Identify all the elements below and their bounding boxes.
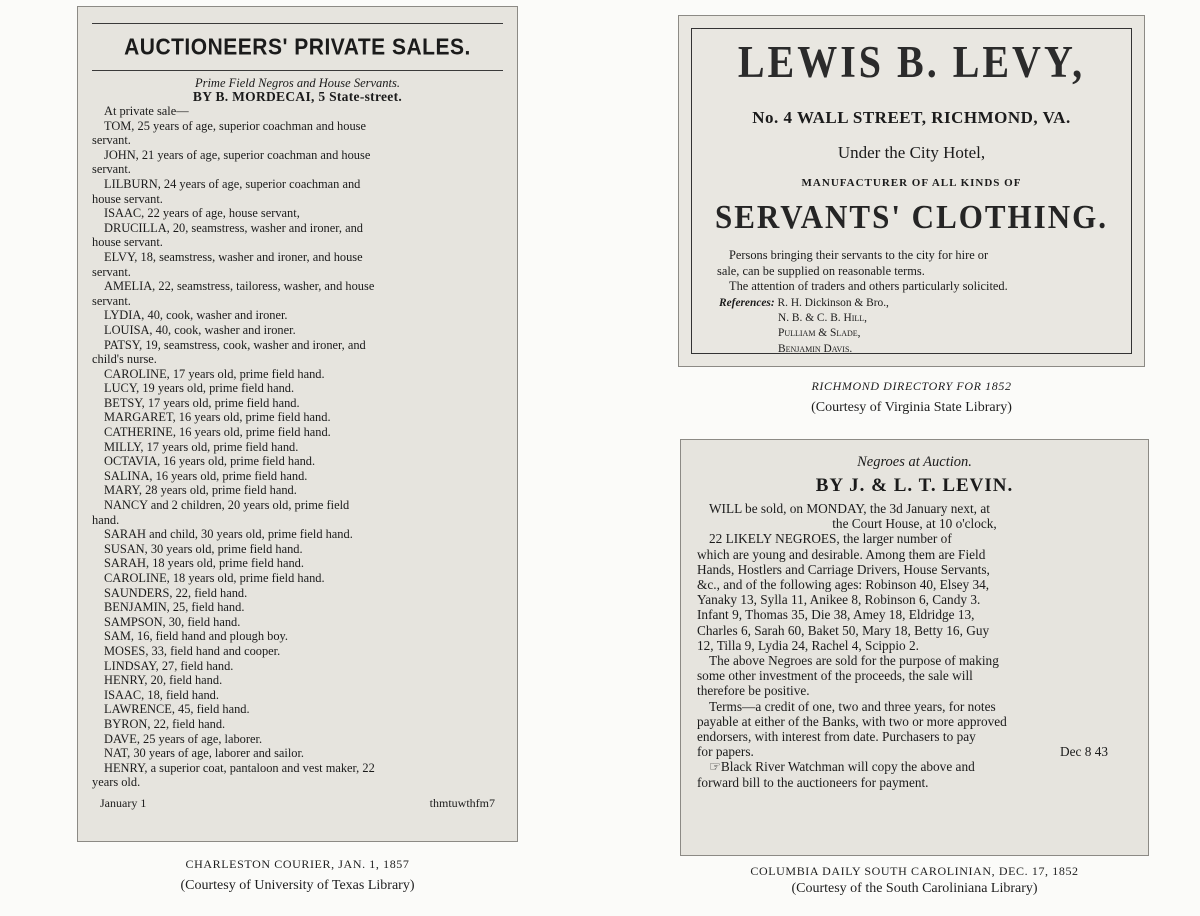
body-line: Yanaky 13, Sylla 11, Anikee 8, Robinson 6, Candy 3. (697, 592, 981, 608)
list-line: ISAAC, 18, field hand. (104, 687, 219, 702)
list-line: servant. (92, 133, 131, 148)
levy-product: SERVANTS' CLOTHING. (715, 197, 1108, 236)
body-line: Infant 9, Thomas 35, Die 38, Amey 18, Eldridge 13, (697, 607, 975, 623)
bottom-ad-subheading: Negroes at Auction. (857, 454, 972, 470)
list-line: SUSAN, 30 years old, prime field hand. (104, 541, 303, 556)
body-line: therefore be positive. (697, 683, 810, 699)
body-line: 12, Tilla 9, Lydia 24, Rachel 4, Scippio 2. (697, 637, 919, 653)
left-caption-source: CHARLESTON COURIER, JAN. 1, 1857 (185, 857, 410, 871)
list-line: PATSY, 19, seamstress, cook, washer and ironer, and (104, 337, 366, 352)
body-line: some other investment of the proceeds, the sale will (697, 668, 973, 684)
list-line: LAWRENCE, 45, field hand. (104, 702, 250, 717)
body-line: 22 LIKELY NEGROES, the larger number of (709, 531, 952, 547)
body-line: which are young and desirable. Among them are Field (697, 546, 986, 562)
list-line: servant. (92, 162, 131, 177)
list-line: BETSY, 17 years old, prime field hand. (104, 395, 300, 410)
body-line: payable at either of the Banks, with two or more approved (697, 713, 1007, 729)
reference-item: Pulliam & Slade, (778, 327, 861, 340)
list-line: MOSES, 33, field hand and cooper. (104, 643, 281, 658)
levy-body (717, 248, 1110, 295)
list-line: CAROLINE, 17 years old, prime field hand. (104, 366, 325, 381)
list-line: CATHERINE, 16 years old, prime field hand. (104, 425, 331, 440)
list-line: BENJAMIN, 25, field hand. (104, 600, 245, 615)
body-line: endorsers, with interest from date. Purchasers to pay (697, 729, 976, 745)
list-line: SARAH, 18 years old, prime field hand. (104, 556, 304, 571)
list-line: NANCY and 2 children, 20 years old, prime field (104, 498, 350, 513)
bottom-ad-title: BY J. & L. T. LEVIN. (815, 475, 1014, 496)
list-line: At private sale— (104, 104, 189, 118)
reference-item: R. H. Dickinson & Bro., (777, 297, 889, 309)
left-ad-code: thmtuwthfm7 (429, 795, 495, 810)
list-line: MILLY, 17 years old, prime field hand. (104, 439, 299, 454)
list-line: DAVE, 25 years of age, laborer. (104, 731, 263, 746)
list-line: LYDIA, 40, cook, washer and ironer. (104, 308, 288, 323)
left-ad-heading: AUCTIONEERS' PRIVATE SALES. (124, 34, 471, 61)
list-line: ELVY, 18, seamstress, washer and ironer, and house (104, 249, 363, 264)
top-right-caption-courtesy: (Courtesy of Virginia State Library) (811, 400, 1012, 415)
left-ad-date: January 1 (100, 795, 147, 810)
body-line: forward bill to the auctioneers for payment. (697, 774, 929, 790)
levy-address: No. 4 WALL STREET, RICHMOND, VA. (752, 108, 1071, 127)
list-line: LUCY, 19 years old, prime field hand. (104, 381, 295, 396)
list-line: servant. (92, 264, 131, 279)
list-line: LOUISA, 40, cook, washer and ironer. (104, 322, 296, 337)
left-caption (77, 857, 518, 894)
list-line: OCTAVIA, 16 years old, prime field hand. (104, 454, 316, 469)
left-ad-byline: BY B. MORDECAI, 5 State-street. (192, 89, 403, 104)
list-line: HENRY, a superior coat, pantaloon and vest maker, 22 (104, 760, 375, 775)
bottom-right-caption-courtesy: (Courtesy of the South Caroliniana Library) (791, 881, 1038, 896)
list-line: house servant. (92, 191, 163, 206)
left-ad-subheading: Prime Field Negros and House Servants. (194, 76, 401, 90)
list-line: MARY, 28 years old, prime field hand. (104, 483, 297, 498)
list-line: SAMPSON, 30, field hand. (104, 614, 241, 629)
list-line: JOHN, 21 years of age, superior coachman and house (104, 147, 371, 162)
top-rule (92, 23, 503, 24)
list-line: SAUNDERS, 22, field hand. (104, 585, 248, 600)
body-line: &c., and of the following ages: Robinson 40, Elsey 34, (697, 577, 990, 593)
top-right-caption-source: RICHMOND DIRECTORY FOR 1852 (811, 379, 1012, 393)
list-line: NAT, 30 years of age, laborer and sailor. (104, 746, 305, 761)
top-right-caption (678, 379, 1145, 416)
list-line: SARAH and child, 30 years old, prime field hand. (104, 527, 353, 542)
levy-body-line: The attention of traders and others particularly solicited. (729, 279, 1008, 293)
list-line: SAM, 16, field hand and plough boy. (104, 629, 289, 644)
richmond-directory-clipping (678, 15, 1145, 367)
list-line: years old. (92, 775, 141, 790)
list-line: servant. (92, 293, 131, 308)
left-caption-courtesy: (Courtesy of University of Texas Library) (180, 878, 415, 893)
bottom-right-caption (680, 864, 1149, 897)
list-line: DRUCILLA, 20, seamstress, washer and ironer, and (104, 220, 363, 235)
reference-item: Benjamin Davis. (778, 342, 853, 355)
list-line: BYRON, 22, field hand. (104, 716, 226, 731)
list-line: SALINA, 16 years old, prime field hand. (104, 468, 308, 483)
levy-references (719, 296, 889, 357)
levy-body-line: sale, can be supplied on reasonable terms. (717, 263, 925, 278)
left-ad-list (92, 104, 503, 790)
list-line: MARGARET, 16 years old, prime field hand. (104, 410, 331, 425)
charleston-courier-clipping (77, 6, 518, 842)
body-line: for papers. (697, 744, 754, 760)
list-line: TOM, 25 years of age, superior coachman and house (104, 118, 366, 133)
list-line: AMELIA, 22, seamstress, tailoress, washer, and house (104, 279, 375, 294)
levy-location: Under the City Hotel, (837, 143, 986, 162)
body-line: Terms—a credit of one, two and three years, for notes (709, 698, 996, 714)
bottom-ad-body (697, 501, 1132, 790)
body-line: the Court House, at 10 o'clock, (832, 516, 997, 532)
list-line: ISAAC, 22 years of age, house servant, (104, 206, 300, 221)
body-line: Hands, Hostlers and Carriage Drivers, House Servants, (697, 561, 990, 577)
left-ad-footer (92, 796, 503, 811)
list-line: house servant. (92, 235, 163, 250)
list-line: hand. (92, 512, 120, 527)
body-line: ☞Black River Watchman will copy the above and (709, 759, 975, 775)
body-line: The above Negroes are sold for the purpose of making (709, 653, 999, 669)
south-carolinian-clipping (680, 439, 1149, 856)
list-line: LILBURN, 24 years of age, superior coachman and (104, 176, 361, 191)
list-line: HENRY, 20, field hand. (104, 673, 223, 688)
references-label: References: (719, 297, 775, 309)
list-line: LINDSAY, 27, field hand. (104, 658, 234, 673)
body-line: WILL be sold, on MONDAY, the 3d January next, at (709, 501, 990, 516)
list-line: CAROLINE, 18 years old, prime field hand. (104, 571, 325, 585)
body-line: Charles 6, Sarah 60, Baket 50, Mary 18, Betty 16, Guy (697, 622, 990, 638)
levy-manufacturer: MANUFACTURER OF ALL KINDS OF (801, 177, 1022, 189)
bottom-right-caption-source: COLUMBIA DAILY SOUTH CAROLINIAN, DEC. 17, 1852 (750, 864, 1079, 878)
levy-body-line: Persons bringing their servants to the city for hire or (729, 248, 989, 262)
levy-title: LEWIS B. LEVY, (737, 35, 1086, 88)
ad-date-code: Dec 8 43 (1060, 744, 1108, 760)
reference-item: N. B. & C. B. Hill, (778, 312, 868, 325)
list-line: child's nurse. (92, 352, 157, 367)
